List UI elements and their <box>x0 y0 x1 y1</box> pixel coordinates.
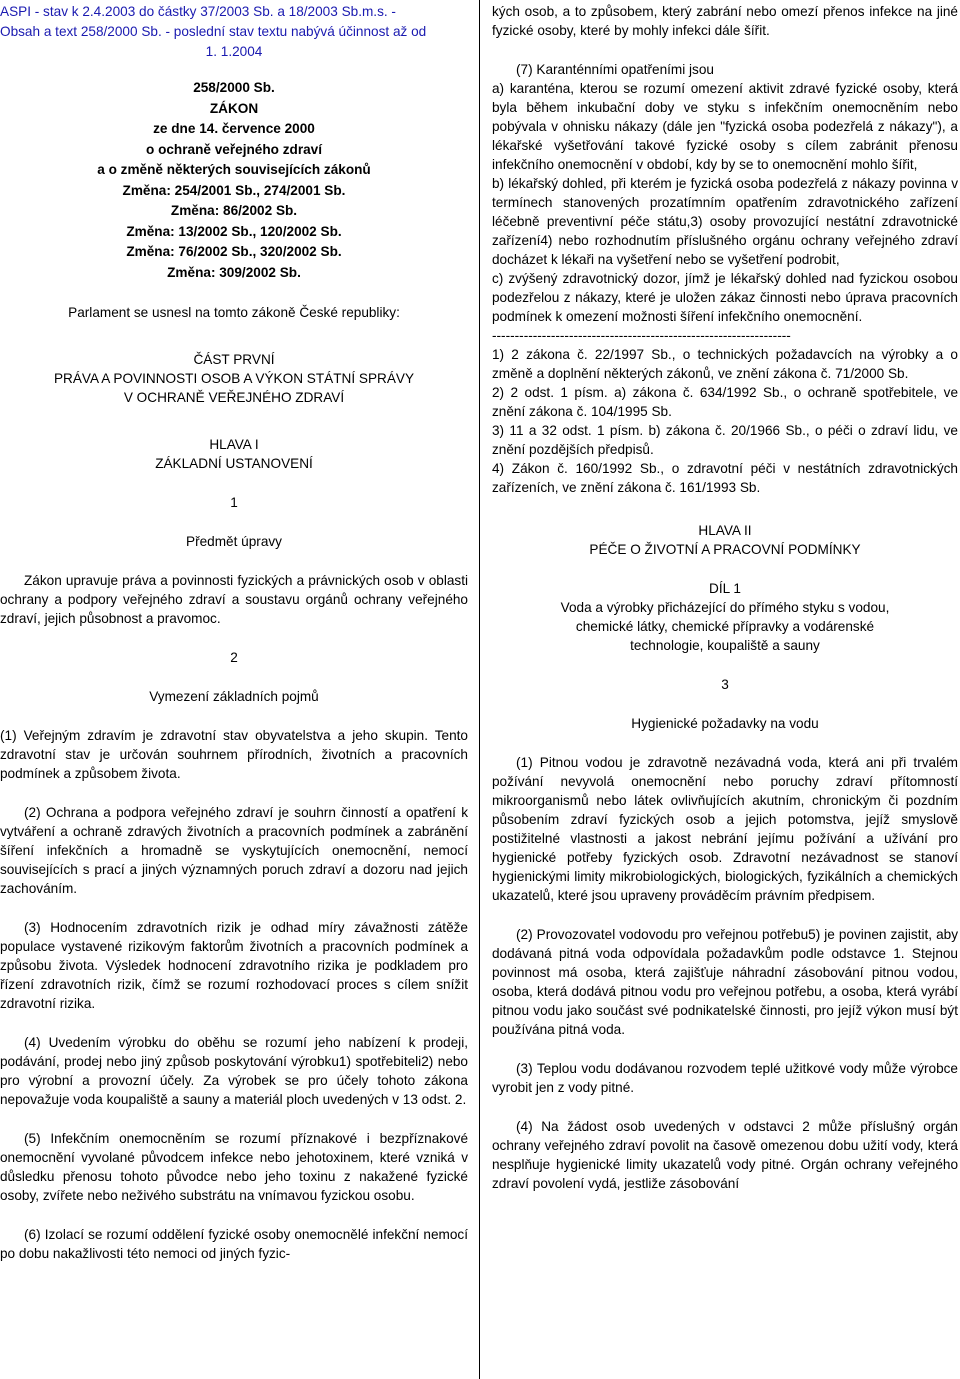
amendment-1: Změna: 254/2001 Sb., 274/2001 Sb. <box>122 182 346 198</box>
footnote-2: 2) 2 odst. 1 písm. a) zákona č. 634/1992 Sb., o ochraně spotřebitele, ve znění zákona č. 104/1995 Sb. <box>492 385 958 419</box>
section-3-paragraph-2: (2) Provozovatel vodovodu pro veřejnou potřebu5) je povinen zajistit, aby dodávaná pitná voda odpovídala požadavkům podle odstavce 1. Stejnou povinnost má osoba, která zajišťuje náhradní zásobování pitnou vodou, osoba, která dodává pitnou vodu pro veřejnou potřebu, a osoba, která vyrábí pitnou vodu jako součást své podnikatelské činnosti, pro jejíž výkon musí být používána pitná voda. <box>492 927 958 1037</box>
paragraph-1: (1) Veřejným zdravím je zdravotní stav obyvatelstva a jeho skupin. Tento zdravotní stav je určován souhrnem přírodních, životních a pracovních podmínek a způsobem života. <box>0 728 468 781</box>
column-divider <box>479 0 480 1379</box>
amendment-3: Změna: 13/2002 Sb., 120/2002 Sb. <box>126 223 342 239</box>
division-1-subtitle-3: technologie, koupaliště a sauny <box>630 638 820 653</box>
section-3-paragraph-3: (3) Teplou vodu dodávanou rozvodem teplé užitkové vody může výrobce vyrobit jen z vody pitné. <box>492 1061 958 1095</box>
division-1-subtitle-1: Voda a výrobky přicházející do přímého styku s vodou, <box>560 600 890 615</box>
paragraph-4: (4) Uvedením výrobku do oběhu se rozumí jeho nabízení k prodeji, podávání, prodej nebo jiný způsob poskytování výrobku1) spotřebiteli2) nebo pro výrobní a provozní účely. Za výrobek se pro účely tohoto zákona nepovažuje voda koupaliště a sauny a materiál ploch uvedených v 13 odst. 2. <box>0 1035 468 1107</box>
amendment-2: Změna: 86/2002 Sb. <box>170 203 298 218</box>
paragraph-2: (2) Ochrana a podpora veřejného zdraví je souhrn činností a opatření k vytváření a ochraně zdravých životních a pracovních podmínek a zabránění šíření infekčních a hromadně se vyskytujících onemocnění, nemocí souvisejících s prací a jiných významných poruch zdraví a dozoru nad jejich zachováním. <box>0 805 468 896</box>
division-1-title: DÍL 1 <box>709 581 741 596</box>
header-line-3: 1. 1.2004 <box>205 44 263 59</box>
footnote-rule: ------------------------------------------------------------------ <box>492 328 791 343</box>
preamble: Parlament se usnesl na tomto zákoně České republiky: <box>68 305 400 320</box>
paragraph-3: (3) Hodnocením zdravotních rizik je odhad míry závažnosti zátěže populace vystavené rizikovým faktorům životních a pracovních podmínek a způsobu života. Výsledek hodnocení zdravotního rizika je podkladem pro řízení zdravotních rizik, čímž se rozumí rozhodovací proces s cílem snížit zdravotní rizika. <box>0 920 468 1011</box>
amendment-5: Změna: 309/2002 Sb. <box>167 264 301 280</box>
section-2-title: Vymezení základních pojmů <box>149 689 319 704</box>
left-column <box>0 0 468 1263</box>
section-3-paragraph-1: (1) Pitnou vodou je zdravotně nezávadná voda, která ani při trvalém požívání nevyvolá onemocnění nebo poruchy zdraví přítomností mikroorganismů nebo látek ovlivňujících akutním, chronickým či pozdním působením zdraví fyzických osob a jejich potomstva, jejíž smyslově postižitelné vlastnosti a jakost nebrání jejímu požívání a užívání pro hygienické potřeby fyzických osob. Zdravotní nezávadnost se stanoví hygienickými limity mikrobiologických, biologických, fyzikálních a chemických ukazatelů, které jsou upraveny prováděcím právním předpisem. <box>492 755 958 903</box>
paragraph-7b: b) lékařský dohled, při kterém je fyzická osoba podezřelá z nákazy povinna v termínech stanovených prozatímním opatřením zdravotnického zařízení léčebně preventivní péče státu,3) osoby provozující nestátní zdravotnické zařízení4) nebo rozhodnutím příslušného orgánu ochrany veřejného zdraví docházet k lékaři na vyšetření nebo se vyšetření podrobit, <box>492 176 958 267</box>
section-3-title: Hygienické požadavky na vodu <box>631 716 819 731</box>
chapter-1-subtitle: ZÁKLADNÍ USTANOVENÍ <box>155 456 313 471</box>
page-header <box>0 2 468 62</box>
header-line-2: Obsah a text 258/2000 Sb. - poslední stav textu nabývá účinnost až od <box>0 24 427 39</box>
chapter-1-title: HLAVA I <box>209 437 259 452</box>
footnote-3: 3) 11 a 32 odst. 1 písm. b) zákona č. 20/1966 Sb., o péči o zdraví lidu, ve znění pozdějších předpisů. <box>492 423 958 457</box>
law-name-1: o ochraně veřejného zdraví <box>145 141 323 157</box>
footnote-4: 4) Zákon č. 160/1992 Sb., o zdravotní péči v nestátních zdravotnických zařízeních, ve znění zákona č. 161/1993 Sb. <box>492 461 958 495</box>
section-3-paragraph-4: (4) Na žádost osob uvedených v odstavci 2 může příslušný orgán ochrany veřejného zdraví povolit na časově omezenou dobu užití vody, která nesplňuje hygienické limity ukazatelů vody pitné. Orgán ochrany veřejného zdraví povolení vydá, jestliže zásobování <box>492 1119 958 1191</box>
chapter-2-title: HLAVA II <box>698 523 752 538</box>
section-3-number: 3 <box>721 677 729 692</box>
header-line-1: ASPI - stav k 2.4.2003 do částky 37/2003 Sb. a 18/2003 Sb.m.s. - <box>0 4 396 19</box>
paragraph-7a: a) karanténa, kterou se rozumí omezení aktivit zdravé fyzické osoby, která byla během inkubační doby ve styku s infekčním onemocněním nebo pobývala v ohnisku nákazy (dále jen "fyzická osoba podezřelá z nákazy"), a lékařské vyšetřování takové fyzické osoby s cílem zabránit přenosu infekčního onemocnění v období, kdy by se to onemocnění mohlo šířit, <box>492 81 958 172</box>
division-1-subtitle-2: chemické látky, chemické přípravky a vodárenské <box>575 619 875 634</box>
footnote-1: 1) 2 zákona č. 22/1997 Sb., o technických požadavcích na výrobky a o změně a doplnění některých zákonů, ve znění zákona č. 71/2000 Sb. <box>492 347 958 381</box>
section-1-title: Předmět úpravy <box>186 534 282 549</box>
amendment-4: Změna: 76/2002 Sb., 320/2002 Sb. <box>126 244 342 259</box>
paragraph-5: (5) Infekčním onemocněním se rozumí příznakové i bezpříznakové onemocnění vyvolané původcem infekce nebo jehotoxinem, které vzniká v důsledku přenosu tohoto původce nebo jeho toxinu z nakažené fyzické osoby, zvířete nebo neživého substrátu na vnímavou fyzickou osobu. <box>0 1131 468 1203</box>
section-2-number: 2 <box>230 650 238 665</box>
part-subtitle-1: PRÁVA A POVINNOSTI OSOB A VÝKON STÁTNÍ SPRÁVY <box>53 371 415 386</box>
paragraph-6: (6) Izolací se rozumí oddělení fyzické osoby onemocnělé infekční nemocí po dobu nakažlivosti této nemoci od jiných fyzic- <box>0 1227 468 1261</box>
section-1-number: 1 <box>230 495 238 510</box>
law-date: ze dne 14. července 2000 <box>153 121 315 136</box>
paragraph-6-continued: kých osob, a to způsobem, který zabrání nebo omezí přenos infekce na jiné fyzické osoby, které by mohly infekci dále šířit. <box>492 4 958 38</box>
law-kind: ZÁKON <box>209 100 259 116</box>
paragraph-7: (7) Karanténními opatřeními jsou <box>516 62 714 77</box>
paragraph-7c: c) zvýšený zdravotnický dozor, jímž je lékařský dohled nad fyzickou osobou podezřelou z nákazy, které je uložen zákaz činnosti nebo úprava pracovních podmínek k omezení možnosti šíření infekčního onemocnění. <box>492 271 958 324</box>
part-subtitle-2: V OCHRANĚ VEŘEJNÉHO ZDRAVÍ <box>123 390 345 405</box>
right-column <box>492 0 958 1193</box>
chapter-2-subtitle: PÉČE O ŽIVOTNÍ A PRACOVNÍ PODMÍNKY <box>589 542 861 557</box>
law-number: 258/2000 Sb. <box>193 80 275 95</box>
part-title: ČÁST PRVNÍ <box>193 352 275 367</box>
section-1-text: Zákon upravuje práva a povinnosti fyzických a právnických osob v oblasti ochrany a podpory veřejného zdraví a soustavu orgánů ochrany veřejného zdraví, jejich působnost a pravomoc. <box>0 573 468 626</box>
law-name-2: a o změně některých souvisejících zákonů <box>97 162 371 177</box>
